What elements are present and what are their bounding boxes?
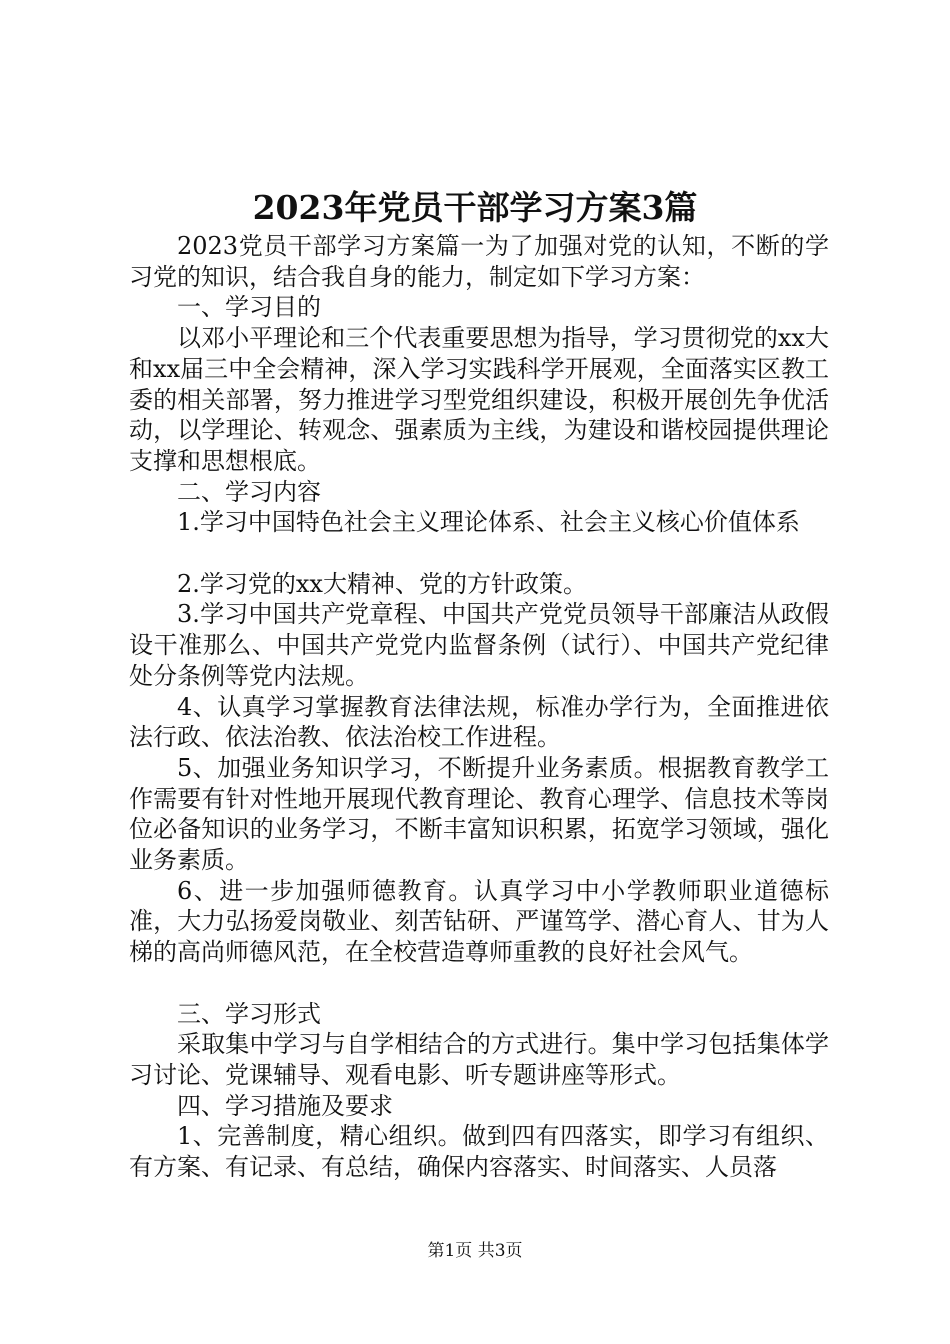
list-item-5: 5、加强业务知识学习，不断提升业务素质。根据教育教学工作需要有针对性地开展现代教育理论、教育心理学、信息技术等岗位必备知识的业务学习，不断丰富知识积累，拓宽学习领域，强化业务素质。 <box>129 753 829 875</box>
paragraph-study-purpose: 以邓小平理论和三个代表重要思想为指导，学习贯彻党的xx大和xx届三中全会精神，深入学习实践科学开展观，全面落实区教工委的相关部署，努力推进学习型党组织建设，积极开展创先争优活动，以学理论、转观念、强素质为主线，为建设和谐校园提供理论支撑和思想根底。 <box>129 324 829 475</box>
heading-study-content: 二、学习内容 <box>177 477 321 506</box>
page-footer: 第1页 共3页 <box>427 1241 523 1261</box>
heading-study-purpose: 一、学习目的 <box>177 293 321 322</box>
paragraph-intro: 2023党员干部学习方案篇一为了加强对党的认知，不断的学习党的知识，结合我自身的能力，制定如下学习方案： <box>129 232 829 291</box>
list-item-6: 6、进一步加强师德教育。认真学习中小学教师职业道德标准，大力弘扬爱岗敬业、刻苦钻研、严谨笃学、潜心育人、甘为人梯的高尚师德风范，在全校营造尊师重教的良好社会风气。 <box>129 876 829 967</box>
paragraph-measure-1: 1、完善制度，精心组织。做到四有四落实，即学习有组织、有方案、有记录、有总结，确保内容落实、时间落实、人员落 <box>129 1122 829 1182</box>
document-title: 2023年党员干部学习方案3篇 <box>252 188 698 227</box>
heading-study-measures: 四、学习措施及要求 <box>177 1091 393 1120</box>
document-body <box>129 231 829 1183</box>
paragraph-study-form: 采取集中学习与自学相结合的方式进行。集中学习包括集体学习讨论、党课辅导、观看电影、听专题讲座等形式。 <box>129 1030 829 1089</box>
list-item-4: 4、认真学习掌握教育法律法规，标准办学行为，全面推进依法行政、依法治教、依法治校工作进程。 <box>129 692 829 752</box>
list-item-2: 2.学习党的xx大精神、党的方针政策。 <box>177 569 587 598</box>
list-item-3: 3.学习中国共产党章程、中国共产党党员领导干部廉洁从政假设干准那么、中国共产党党内监督条例（试行）、中国共产党纪律处分条例等党内法规。 <box>129 600 829 690</box>
heading-study-form: 三、学习形式 <box>177 999 321 1028</box>
list-item-1: 1.学习中国特色社会主义理论体系、社会主义核心价值体系 <box>177 508 800 537</box>
